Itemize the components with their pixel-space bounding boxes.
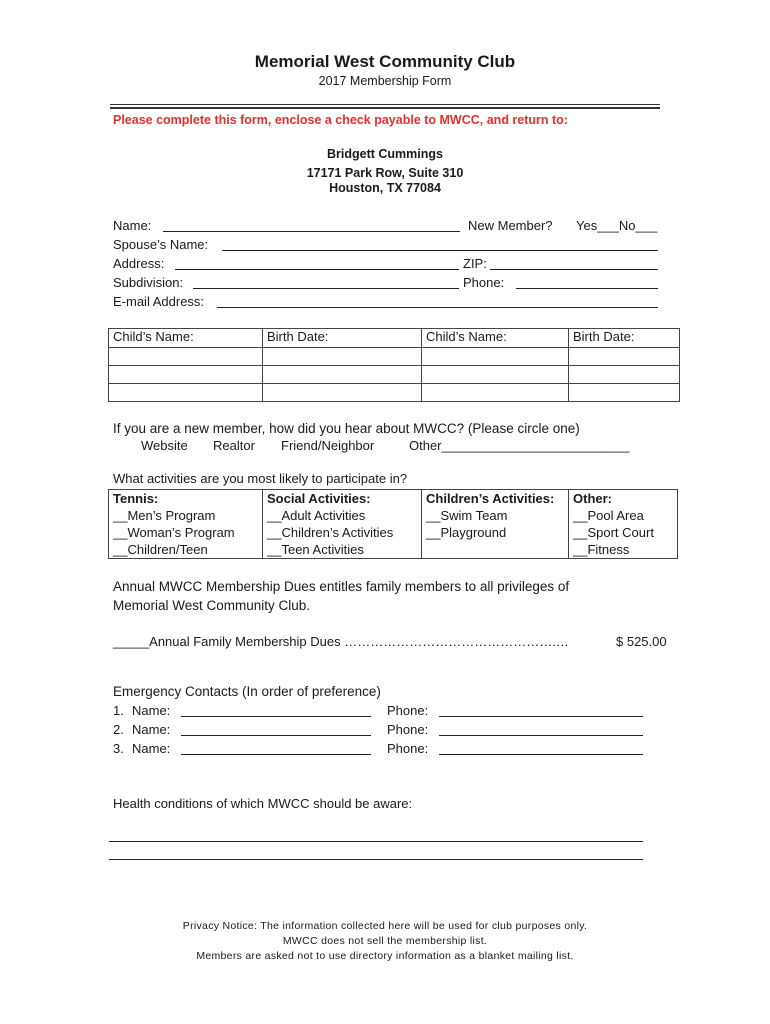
name-field[interactable] [163,231,460,232]
activity-option[interactable]: __Teen Activities [263,541,422,559]
option-realtor[interactable]: Realtor [213,438,255,453]
other-header: Other: [569,490,678,508]
subdivision-field[interactable] [193,288,459,289]
new-member-yes-no[interactable]: Yes___No___ [576,218,658,233]
birth-date-cell[interactable] [263,384,422,402]
zip-field[interactable] [490,269,658,270]
option-website[interactable]: Website [141,438,188,453]
activity-option[interactable]: __Adult Activities [263,507,422,524]
activity-option[interactable]: __Woman’s Program [109,524,263,541]
child-name-header: Child’s Name: [422,329,569,348]
contact-name-label: Name: [132,741,171,756]
birth-date-cell[interactable] [569,366,680,384]
address-line-1: Bridgett Cummings [327,147,443,161]
privacy-notice-1: Privacy Notice: The information collected here will be used for club purposes only. [182,920,588,932]
activity-option[interactable] [422,541,569,559]
contact-phone-label: Phone: [387,722,429,737]
email-label: E-mail Address: [113,294,205,309]
address-field[interactable] [175,269,459,270]
children-table [108,328,680,402]
contact-number: 3. [113,741,124,756]
activity-option[interactable]: __Men’s Program [109,507,263,524]
health-field-line-2[interactable] [109,859,643,860]
option-other[interactable]: Other__________________________ [409,438,630,453]
form-title: Memorial West Community Club [254,52,516,71]
child-name-cell[interactable] [109,366,263,384]
hear-about-question: If you are a new member, how did you hear about MWCC? (Please circle one) [113,421,580,436]
tennis-header: Tennis: [109,490,263,508]
contact-number: 1. [113,703,124,718]
contact-number: 2. [113,722,124,737]
contact-name-field[interactable] [181,735,371,736]
child-name-cell[interactable] [422,348,569,366]
contact-phone-label: Phone: [387,741,429,756]
new-member-label: New Member? [468,218,553,233]
activity-option[interactable]: __Children’s Activities [263,524,422,541]
health-question: Health conditions of which MWCC should be aware: [113,796,413,811]
address-label: Address: [113,256,165,271]
child-name-cell[interactable] [422,384,569,402]
spouse-field[interactable] [222,250,658,251]
activity-option[interactable]: __Fitness [569,541,678,559]
contact-phone-field[interactable] [439,735,643,736]
dues-statement-2: Memorial West Community Club. [113,598,311,613]
birth-date-cell[interactable] [263,348,422,366]
dues-amount: $ 525.00 [616,634,667,649]
birth-date-cell[interactable] [569,348,680,366]
subdivision-label: Subdivision: [113,275,184,290]
contact-name-label: Name: [132,703,171,718]
privacy-notice-3: Members are asked not to use directory information as a blanket mailing list. [196,950,574,962]
health-field-line-1[interactable] [109,841,643,842]
activities-question: What activities are you most likely to participate in? [113,471,408,486]
return-instruction: Please complete this form, enclose a check payable to MWCC, and return to: [113,113,568,127]
phone-field[interactable] [516,288,658,289]
birth-date-header: Birth Date: [263,329,422,348]
contact-name-label: Name: [132,722,171,737]
contact-phone-field[interactable] [439,754,643,755]
activities-table [108,489,678,559]
header-divider [110,104,660,105]
birth-date-header: Birth Date: [569,329,680,348]
dues-line[interactable]: _____Annual Family Membership Dues ………………………………………….… [113,634,569,649]
emergency-heading: Emergency Contacts (In order of preference) [113,684,381,699]
email-field[interactable] [217,307,658,308]
contact-name-field[interactable] [181,716,371,717]
activity-option[interactable]: __Pool Area [569,507,678,524]
activity-option[interactable]: __Sport Court [569,524,678,541]
contact-phone-field[interactable] [439,716,643,717]
name-label: Name: [113,218,152,233]
dues-statement-1: Annual MWCC Membership Dues entitles family members to all privileges of [113,579,570,594]
contact-phone-label: Phone: [387,703,429,718]
activity-option[interactable]: __Playground [422,524,569,541]
child-name-header: Child’s Name: [109,329,263,348]
activity-option[interactable]: __Children/Teen [109,541,263,559]
birth-date-cell[interactable] [263,366,422,384]
option-friend-neighbor[interactable]: Friend/Neighbor [281,438,375,453]
birth-date-cell[interactable] [569,384,680,402]
social-header: Social Activities: [263,490,422,508]
header-divider-bold [110,107,660,109]
contact-name-field[interactable] [181,754,371,755]
childrens-header: Children’s Activities: [422,490,569,508]
activity-option[interactable]: __Swim Team [422,507,569,524]
form-subtitle: 2017 Membership Form [318,74,452,88]
privacy-notice-2: MWCC does not sell the membership list. [282,935,488,947]
address-line-2: 17171 Park Row, Suite 310 [306,166,464,180]
child-name-cell[interactable] [109,348,263,366]
child-name-cell[interactable] [109,384,263,402]
spouse-label: Spouse’s Name: [113,237,209,252]
phone-label: Phone: [463,275,505,290]
address-line-3: Houston, TX 77084 [329,181,441,195]
zip-label: ZIP: [463,256,487,271]
child-name-cell[interactable] [422,366,569,384]
